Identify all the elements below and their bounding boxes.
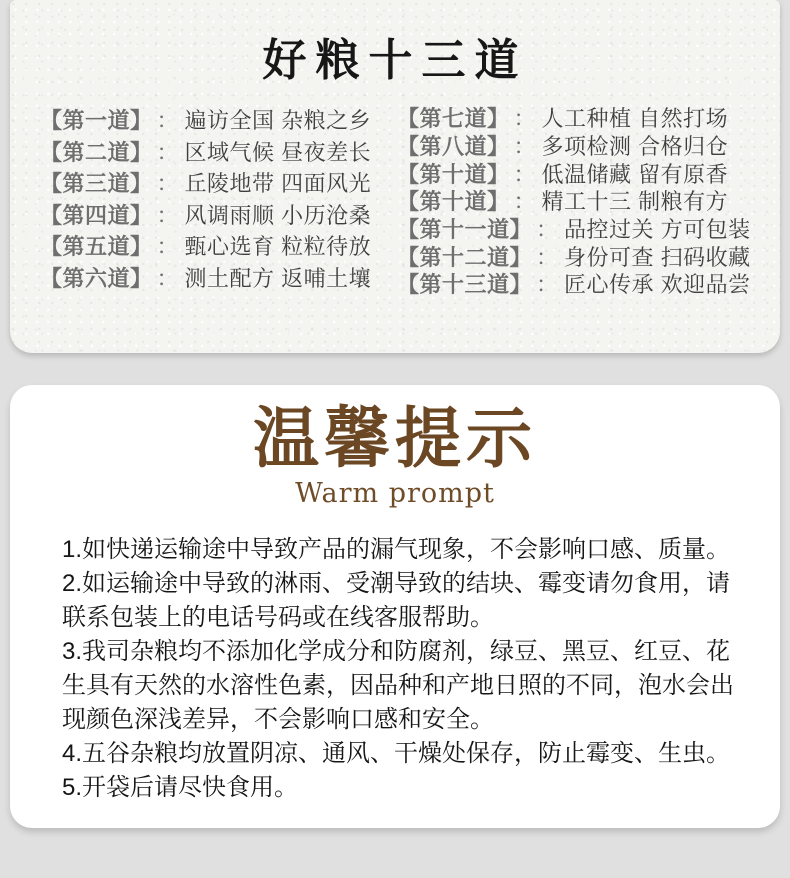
list-item bbox=[397, 270, 754, 298]
step-text: 品控过关 方可包装 bbox=[564, 217, 751, 243]
colon-separator: ： bbox=[156, 234, 179, 260]
thirteen-steps-section bbox=[10, 0, 780, 353]
steps-section-title: 好粮十三道 bbox=[262, 35, 528, 86]
colon-separator: ： bbox=[513, 134, 536, 160]
list-item bbox=[397, 132, 754, 160]
step-label: 【第十二道】 bbox=[397, 244, 533, 270]
step-text: 多项检测 合格归仓 bbox=[541, 134, 729, 160]
step-text: 身份可查 扫码收藏 bbox=[564, 244, 751, 270]
note-item: 3.我司杂粮均不添加化学成分和防腐剂，绿豆、黑豆、红豆、花生具有天然的水溶性色素，因品种和产地日照的不同，泡水会出现颜色深浅差异，不会影响口感和安全。 bbox=[62, 638, 734, 734]
step-label: 【第八道】 bbox=[397, 134, 510, 160]
colon-separator: ： bbox=[513, 161, 536, 187]
step-label: 【第四道】 bbox=[40, 202, 153, 228]
colon-separator: ： bbox=[513, 189, 536, 215]
step-text: 低温储藏 留有原香 bbox=[541, 161, 729, 187]
list-item bbox=[397, 159, 754, 187]
step-label: 【第一道】 bbox=[40, 108, 153, 134]
colon-separator: ： bbox=[156, 139, 179, 165]
step-label: 【第十三道】 bbox=[397, 272, 533, 298]
steps-column-right bbox=[397, 104, 754, 298]
warm-prompt-notes bbox=[62, 533, 734, 805]
step-label: 【第五道】 bbox=[40, 234, 153, 260]
step-text: 遍访全国 杂粮之乡 bbox=[184, 108, 372, 134]
colon-separator: ： bbox=[536, 217, 559, 243]
steps-column-left bbox=[40, 104, 397, 298]
list-item bbox=[397, 215, 754, 243]
list-item bbox=[40, 136, 397, 168]
step-label: 【第七道】 bbox=[397, 106, 510, 132]
colon-separator: ： bbox=[536, 272, 559, 298]
list-item bbox=[397, 242, 754, 270]
step-label: 【第三道】 bbox=[40, 171, 153, 197]
list-item bbox=[397, 187, 754, 215]
colon-separator: ： bbox=[536, 244, 559, 270]
step-text: 精工十三 制粮有方 bbox=[541, 189, 729, 215]
step-text: 区域气候 昼夜差长 bbox=[184, 139, 372, 165]
step-text: 匠心传承 欢迎品尝 bbox=[564, 272, 751, 298]
list-item bbox=[40, 167, 397, 199]
warm-prompt-title: 温馨提示 bbox=[253, 399, 537, 477]
colon-separator: ： bbox=[156, 108, 179, 134]
step-label: 【第十道】 bbox=[397, 189, 510, 215]
note-item: 1.如快递运输途中导致产品的漏气现象，不会影响口感、质量。 bbox=[62, 536, 731, 564]
list-item bbox=[397, 104, 754, 132]
step-text: 人工种植 自然打场 bbox=[541, 106, 729, 132]
note-item: 4.五谷杂粮均放置阴凉、通风、干燥处保存，防止霉变、生虫。 bbox=[62, 740, 731, 768]
colon-separator: ： bbox=[156, 265, 179, 291]
step-label: 【第六道】 bbox=[40, 265, 153, 291]
colon-separator: ： bbox=[156, 202, 179, 228]
step-label: 【第十一道】 bbox=[397, 217, 533, 243]
note-item: 2.如运输途中导致的淋雨、受潮导致的结块、霉变请勿食用，请联系包装上的电话号码或在线客服帮助。 bbox=[62, 570, 731, 632]
colon-separator: ： bbox=[156, 171, 179, 197]
list-item bbox=[40, 104, 397, 136]
note-item: 5.开袋后请尽快食用。 bbox=[62, 774, 299, 802]
list-item bbox=[40, 199, 397, 231]
colon-separator: ： bbox=[513, 106, 536, 132]
step-text: 丘陵地带 四面风光 bbox=[184, 171, 372, 197]
step-label: 【第十道】 bbox=[397, 161, 510, 187]
step-text: 甄心选育 粒粒待放 bbox=[184, 234, 372, 260]
warm-prompt-subtitle: Warm prompt bbox=[295, 478, 495, 510]
step-text: 测土配方 返哺土壤 bbox=[184, 265, 372, 291]
step-text: 风调雨顺 小历沧桑 bbox=[184, 202, 372, 228]
steps-columns bbox=[10, 104, 780, 298]
step-label: 【第二道】 bbox=[40, 139, 153, 165]
list-item bbox=[40, 262, 397, 294]
warm-prompt-section bbox=[10, 385, 780, 828]
list-item bbox=[40, 230, 397, 262]
